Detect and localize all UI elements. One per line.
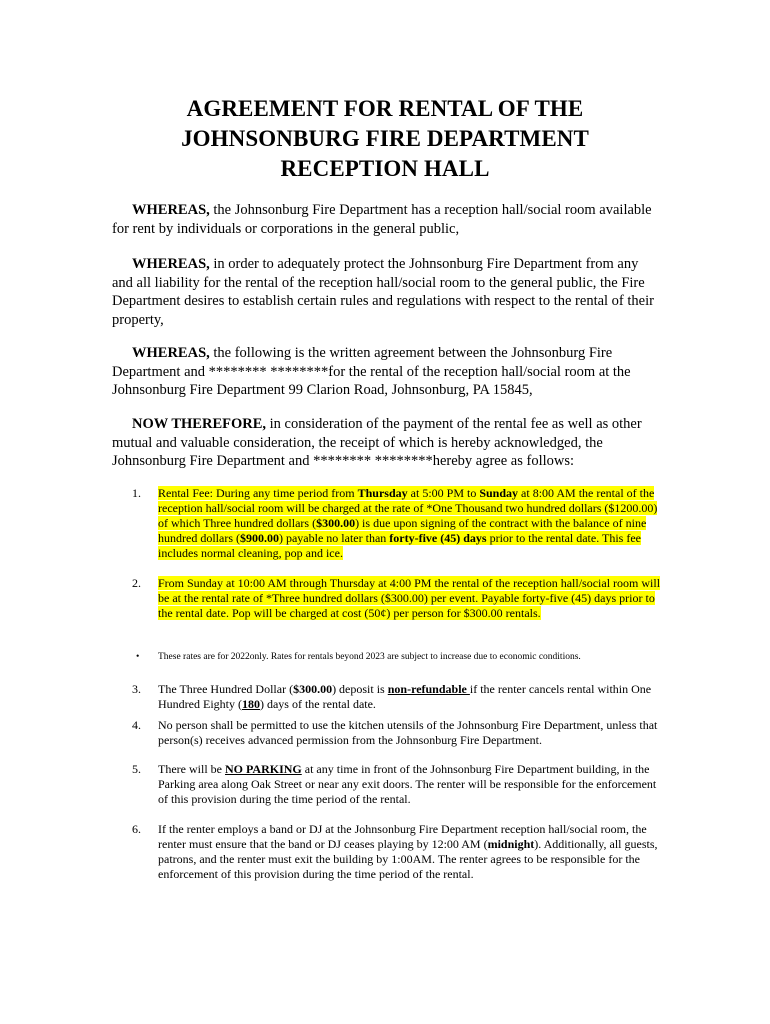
whereas-text: the Johnsonburg Fire Department has a reception hall/social room available for rent by individuals or corporations in the general public,: [112, 202, 652, 237]
now-therefore-lead: NOW THEREFORE,: [132, 416, 267, 432]
text-span: at 5:00 PM to: [407, 486, 480, 500]
text-bold-underline: non-refundable: [387, 682, 470, 696]
rates-note: [136, 651, 656, 664]
text-span: at 8:00 AM the rental of the reception hall/social room will be charged at the rate of *One Thousand two hundred dollars ($1200.00) of which Three hundred dollars (: [158, 486, 658, 530]
now-therefore-text: in consideration of the payment of the rental fee as well as other mutual and valuable consideration, the receipt of which is hereby acknowledged, the Johnsonburg Fire Department and ******** ********hereby agree as follows:: [112, 416, 642, 469]
item-number: 4.: [132, 718, 141, 732]
text-span: ) deposit is: [332, 682, 388, 696]
document-title: [120, 94, 650, 184]
list-item-3: [132, 682, 662, 712]
item-4-text: No person shall be permitted to use the kitchen utensils of the Johnsonburg Fire Department, unless that person(s) receives advanced permission from the Johnsonburg Fire Department.: [158, 718, 658, 747]
text-span: The Three Hundred Dollar (: [158, 682, 294, 696]
whereas-paragraph-3: [112, 344, 660, 400]
bullet-icon: •: [136, 652, 140, 662]
list-item-6: [132, 822, 662, 882]
whereas-paragraph-2: [112, 255, 660, 329]
item-1-text: [158, 486, 657, 560]
item-number: 6.: [132, 822, 141, 836]
list-item-1: [132, 486, 662, 561]
text-bold-underline: NO PARKING: [224, 762, 302, 776]
whereas-lead: WHEREAS,: [132, 256, 210, 272]
list-item-4: [132, 718, 662, 748]
text-bold: forty-five (45) days: [389, 531, 487, 545]
text-bold: $900.00: [239, 531, 279, 545]
whereas-paragraph-1: [112, 201, 660, 238]
text-bold: Sunday: [479, 486, 519, 500]
item-number: 1.: [132, 486, 141, 500]
rates-note-text: These rates are for 2022only. Rates for rentals beyond 2023 are subject to increase due to economic conditions.: [158, 652, 581, 662]
text-bold: Thursday: [357, 486, 408, 500]
text-span: prior to the rental date. This fee includes normal cleaning, pop and ice.: [158, 531, 641, 560]
whereas-lead: WHEREAS,: [132, 345, 210, 361]
list-item-5: [132, 762, 662, 807]
item-2-text: From Sunday at 10:00 AM through Thursday at 4:00 PM the rental of the reception hall/social room will be at the rental rate of *Three hundred dollars ($300.00) per event. Payable forty-five (45) days prior to the rental date. Pop will be charged at cost (50¢) per person for $300.00 rentals.: [158, 576, 661, 620]
text-bold-underline: 180: [241, 697, 260, 711]
now-therefore-paragraph: [112, 415, 660, 471]
item-number: 2.: [132, 576, 141, 590]
title-line-3: RECEPTION HALL: [280, 156, 490, 181]
text-span: ) days of the rental date.: [259, 697, 376, 711]
title-line-1: AGREEMENT FOR RENTAL OF THE: [186, 96, 584, 121]
text-span: If the renter employs a band or DJ at the Johnsonburg Fire Department reception hall/social room, the renter must ensure that the band or DJ ceases playing by 12:00 AM (: [158, 822, 647, 851]
title-line-2: JOHNSONBURG FIRE DEPARTMENT: [181, 126, 589, 151]
whereas-text: in order to adequately protect the Johnsonburg Fire Department from any and all liability for the rental of the reception hall/social room to the general public, the Fire Department desires to establish certain rules and regulations with respect to the rental of their property,: [112, 256, 654, 328]
item-number: 3.: [132, 682, 141, 696]
text-bold: midnight: [487, 837, 535, 851]
text-span: if the renter cancels rental within One Hundred Eighty (: [158, 682, 652, 711]
list-item-2: [132, 576, 662, 621]
whereas-lead: WHEREAS,: [132, 202, 210, 218]
text-bold: $300.00: [293, 682, 333, 696]
text-span: ). Additionally, all guests, patrons, and the renter must exit the building by 1:00AM. The renter agrees to be responsible for the enforcement of this provision during the time period of the rental.: [158, 837, 658, 881]
text-bold: $300.00: [316, 516, 356, 530]
text-span: Rental Fee: During any time period from: [158, 486, 358, 500]
text-span: ) payable no later than: [278, 531, 390, 545]
text-span: ) is due upon signing of the contract with the balance of nine hundred dollars (: [158, 516, 647, 545]
whereas-text: the following is the written agreement between the Johnsonburg Fire Department and ******** ********for the rental of the reception hall/social room at the Johnsonburg Fire Department 99 Clarion Road, Johnsonburg, PA 15845,: [112, 345, 631, 398]
text-span: at any time in front of the Johnsonburg Fire Department building, in the Parking area along Oak Street or near any exit doors. The renter will be responsible for the enforcement of this provision during the time period of the rental.: [158, 762, 657, 806]
text-span: There will be: [158, 762, 225, 776]
item-number: 5.: [132, 762, 141, 776]
